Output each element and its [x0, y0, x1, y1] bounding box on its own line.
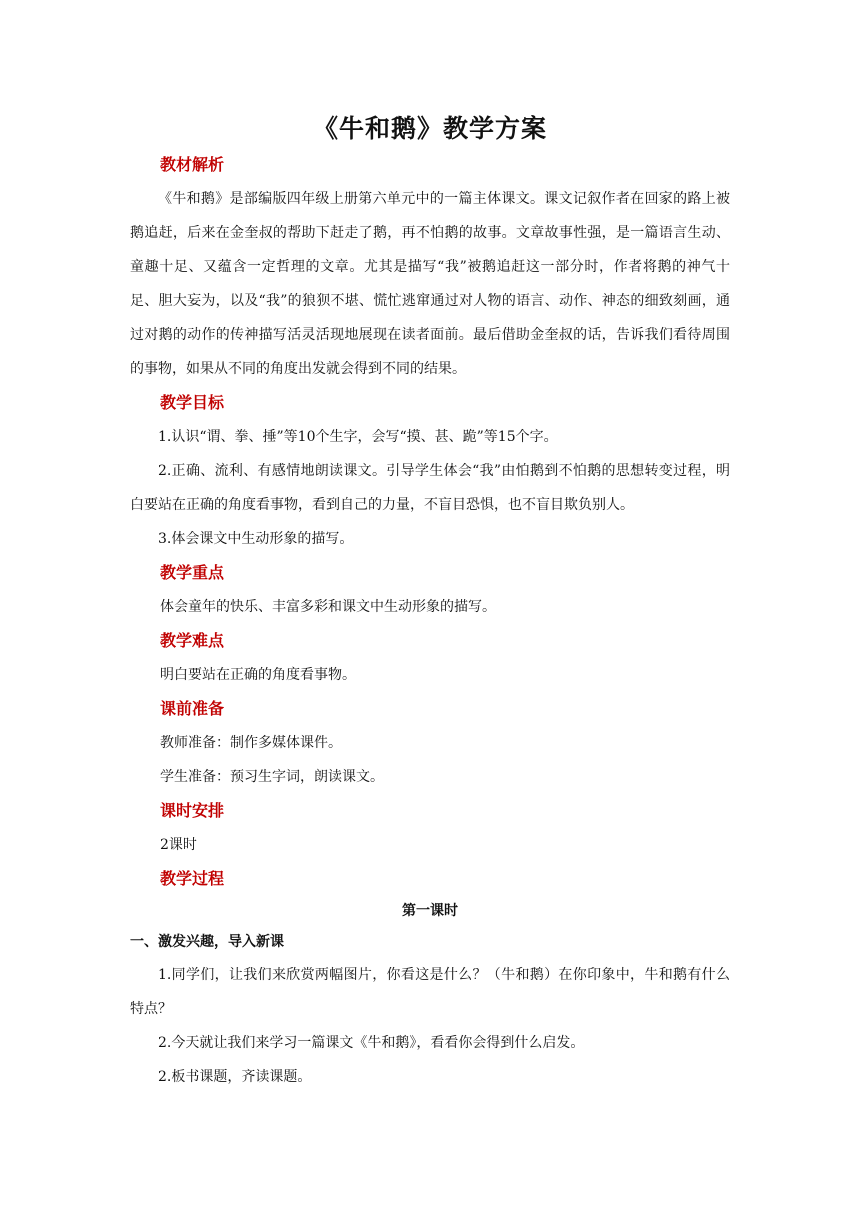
student-preparation: 学生准备：预习生字词，朗读课文。: [160, 769, 384, 785]
goal-item: 1.认识“谓、拳、捶”等10个生字，会写“摸、甚、跪”等15个字。: [158, 429, 558, 445]
section-heading-process: 教学过程: [160, 869, 225, 888]
section-heading-difficulties: 教学难点: [160, 631, 225, 650]
section-heading-schedule: 课时安排: [160, 801, 225, 820]
section-heading-goals: 教学目标: [160, 393, 225, 412]
document-title: 《牛和鹅》教学方案: [312, 114, 547, 143]
section-heading-key-points: 教学重点: [160, 563, 225, 582]
schedule-paragraph: 2课时: [160, 837, 197, 853]
lesson-title: 第一课时: [402, 903, 458, 919]
step-item: 2.今天就让我们来学习一篇课文《牛和鹅》，看看你会得到什么启发。: [158, 1035, 585, 1051]
teacher-preparation: 教师准备：制作多媒体课件。: [160, 735, 342, 751]
goal-item: 2.正确、流利、有感情地朗读课文。引导学生体会“我”由怕鹅到不怕鹅的思想转变过程，明白要站在正确的角度看事物，看到自己的力量，不盲目恐惧，也不盲目欺负别人。: [130, 463, 730, 513]
step-item: 2.板书课题，齐读课题。: [158, 1069, 312, 1085]
goal-item: 3.体会课文中生动形象的描写。: [158, 531, 354, 547]
key-points-paragraph: 体会童年的快乐、丰富多彩和课文中生动形象的描写。: [160, 599, 496, 615]
step-item: 1.同学们，让我们来欣赏两幅图片，你看这是什么？（牛和鹅）在你印象中，牛和鹅有什么特点？: [130, 967, 730, 1017]
difficulties-paragraph: 明白要站在正确的角度看事物。: [160, 667, 356, 683]
section-heading-preparation: 课前准备: [160, 699, 225, 718]
materials-paragraph: 《牛和鹅》是部编版四年级上册第六单元中的一篇主体课文。课文记叙作者在回家的路上被鹅追赶，后来在金奎叔的帮助下赶走了鹅，再不怕鹅的故事。文章故事性强，是一篇语言生动、童趣十足、又蕴含一定哲理的文章。尤其是描写“我”被鹅追赶这一部分时，作者将鹅的神气十足、胆大妄为，以及“我”的狼狈不堪、慌忙逃窜通过对人物的语言、动作、神态的细致刻画，通过对鹅的动作的传神描写活灵活现地展现在读者面前。最后借助金奎叔的话，告诉我们看待周围的事物，如果从不同的角度出发就会得到不同的结果。: [130, 191, 730, 377]
document-page: [130, 110, 730, 1094]
step-heading: 一、激发兴趣，导入新课: [130, 934, 284, 950]
section-heading-materials: 教材解析: [160, 155, 225, 174]
